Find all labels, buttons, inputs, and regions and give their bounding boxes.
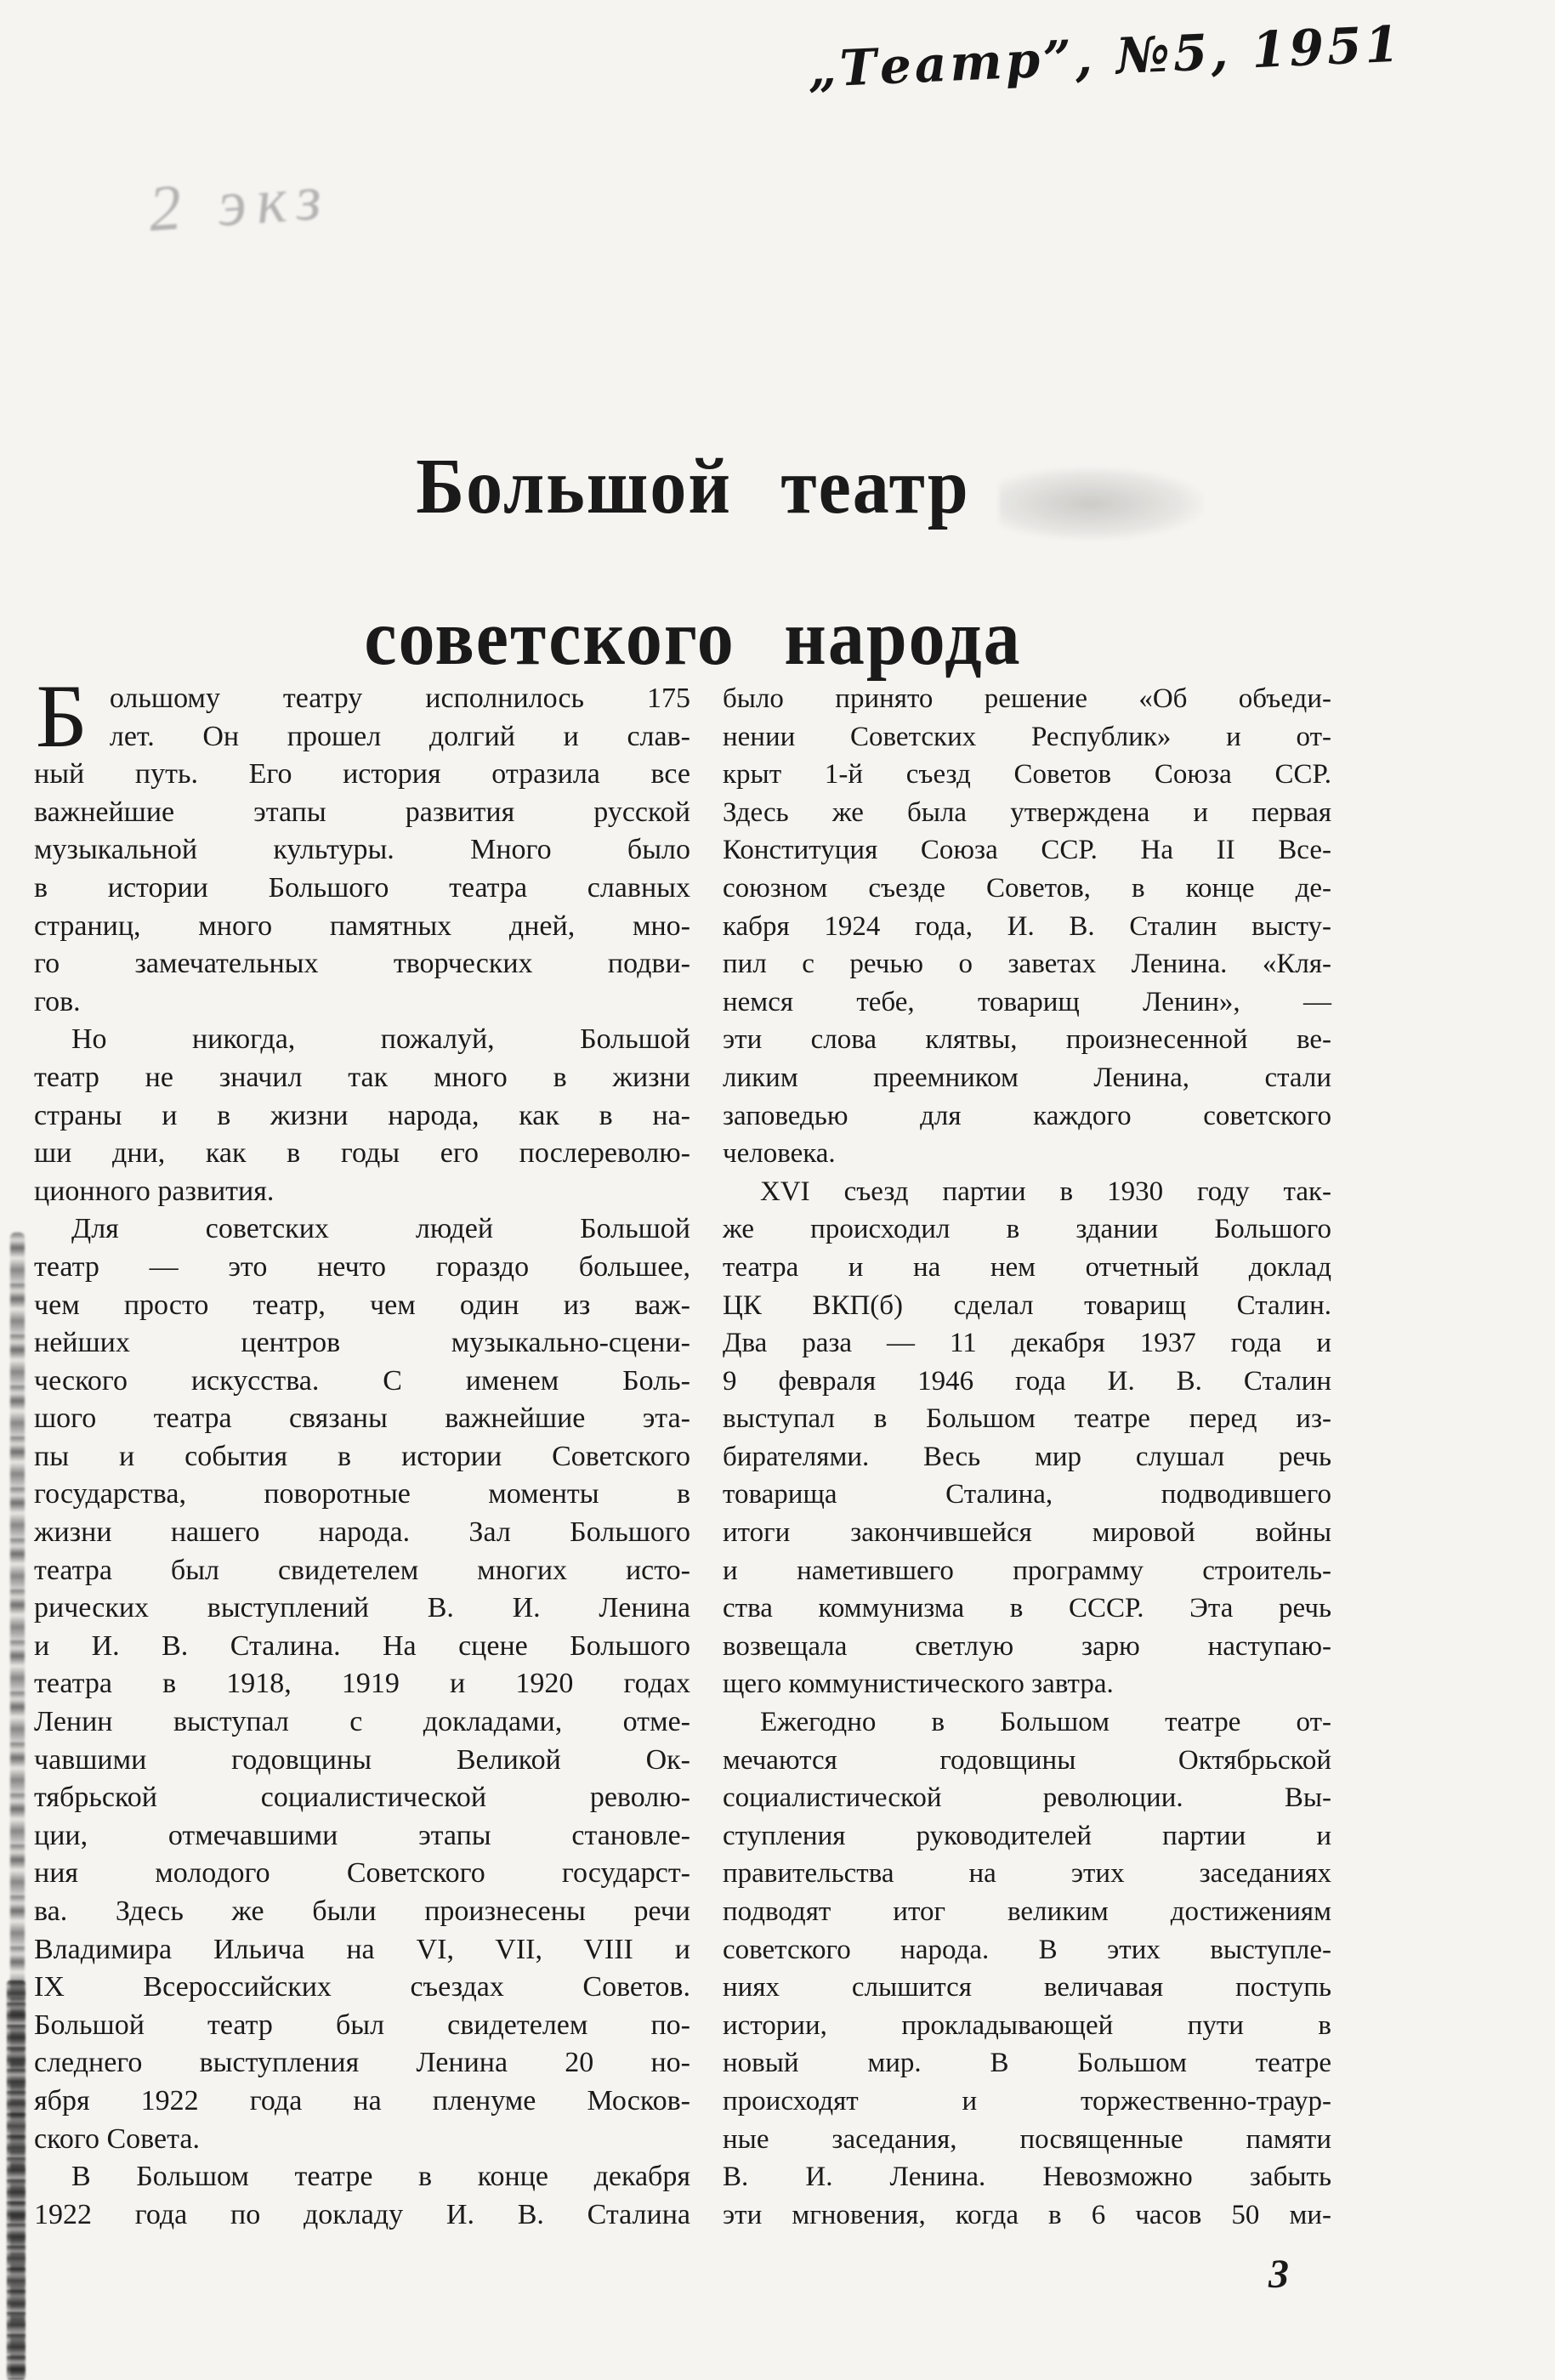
text-line: Конституция Союза ССР. На II Все-: [723, 835, 1331, 866]
text-line: эти мгновения, когда в 6 часов 50 ми-: [723, 2199, 1331, 2230]
text-line: нении Советских Республик» и от-: [723, 721, 1331, 752]
text-line: бирателями. Весь мир слушал речь: [723, 1441, 1331, 1472]
text-line: немся тебе, товарищ Ленин», —: [723, 986, 1331, 1017]
scan-edge-artifact-heavy: [7, 1980, 26, 2380]
text-line: пы и события в истории Советского: [34, 1440, 690, 1472]
text-line: чем просто театр, чем один из важ-: [34, 1289, 690, 1321]
text-line: ный путь. Его история отразила все: [34, 758, 690, 790]
article-title-line-2: советского народа: [364, 593, 1022, 682]
text-line: театра и на нем отчетный доклад: [723, 1251, 1331, 1283]
text-line: и И. В. Сталина. На сцене Большого: [34, 1629, 690, 1662]
text-line: ября 1922 года на пленуме Москов-: [34, 2084, 690, 2116]
paragraph: [34, 1210, 690, 2158]
text-line: эти слова клятвы, произнесенной ве-: [723, 1024, 1331, 1056]
article-title: [85, 442, 1301, 682]
text-line: театра в 1918, 1919 и 1920 годах: [34, 1668, 690, 1700]
text-line: следнего выступления Ленина 20 но-: [34, 2047, 690, 2079]
handwritten-note: „Театр”, №5, 1951: [806, 14, 1405, 99]
text-line: музыкальной культуры. Много было: [34, 834, 690, 866]
right-text-column: [723, 680, 1331, 2234]
text-line: Для советских людей Большой: [71, 1213, 690, 1245]
paragraph: [34, 1021, 690, 1210]
paragraph: [34, 2158, 690, 2234]
text-line: ства коммунизма в СССР. Эта речь: [723, 1593, 1331, 1624]
text-line: ные заседания, посвященные памяти: [723, 2123, 1331, 2155]
text-line: страниц, много памятных дней, мно-: [34, 910, 690, 942]
text-line: страны и в жизни народа, как в на-: [34, 1099, 690, 1131]
left-text-column: [34, 666, 690, 2234]
paragraph: [34, 666, 690, 1021]
text-line: новый мир. В Большом театре: [723, 2048, 1331, 2079]
text-line: лет. Он прошел долгий и слав-: [109, 720, 690, 752]
text-line: жизни нашего народа. Зал Большого: [34, 1516, 690, 1549]
text-line: Здесь же была утверждена и первая: [723, 796, 1331, 828]
text-line: В. И. Ленина. Невозможно забыть: [723, 2162, 1331, 2193]
text-line: истории, прокладывающей пути в: [723, 2009, 1331, 2041]
text-line: государства, поворотные моменты в: [34, 1478, 690, 1510]
text-line: происходят и торжественно-траур-: [723, 2085, 1331, 2116]
text-line: советского народа. В этих выступле-: [723, 1934, 1331, 1965]
text-line: ниях слышится величавая поступь: [723, 1972, 1331, 2003]
text-line: мечаются годовщины Октябрьской: [723, 1744, 1331, 1776]
text-line: чавшими годовщины Великой Ок-: [34, 1743, 690, 1776]
text-line: ликим преемником Ленина, стали: [723, 1062, 1331, 1093]
text-line: ва. Здесь же были произнесены речи: [34, 1896, 690, 1927]
text-line: В Большом театре в конце декабря: [71, 2161, 690, 2193]
text-line: пил с речью о заветах Ленина. «Кля-: [723, 949, 1331, 980]
text-line: 9 февраля 1946 года И. В. Сталин: [723, 1365, 1331, 1397]
text-line: социалистической революции. Вы-: [723, 1782, 1331, 1814]
text-line: ши дни, как в годы его послереволю-: [34, 1137, 690, 1170]
text-line: Ежегодно в Большом театре от-: [760, 1707, 1331, 1738]
paragraph: [723, 1703, 1331, 2234]
pencil-stamp: 2 экз: [146, 161, 334, 246]
text-line: Владимира Ильича на VI, VII, VIII и: [34, 1933, 690, 1965]
text-line: ния молодого Советского государст-: [34, 1857, 690, 1890]
text-line: ского Совета.: [34, 2122, 200, 2155]
paragraph: [723, 1173, 1331, 1703]
text-line: в истории Большого театра славных: [34, 871, 690, 904]
text-line: же происходил в здании Большого: [723, 1214, 1331, 1245]
text-line: товарища Сталина, подводившего: [723, 1479, 1331, 1510]
text-line: выступал в Большом театре перед из-: [723, 1403, 1331, 1435]
text-line: было принято решение «Об объеди-: [723, 683, 1331, 714]
text-line: XVI съезд партии в 1930 году так-: [760, 1176, 1331, 1207]
text-line: подводят итог великим достижениям: [723, 1896, 1331, 1927]
text-line: и наметившего программу строитель-: [723, 1555, 1331, 1586]
text-line: нейших центров музыкально-сцени-: [34, 1327, 690, 1359]
text-line: заповедью для каждого советского: [723, 1100, 1331, 1131]
paragraph: [723, 680, 1331, 1173]
text-line: ольшому театру исполнилось 175: [109, 683, 690, 714]
text-line: союзном съезде Советов, в конце де-: [723, 872, 1331, 904]
text-line: ционного развития.: [34, 1175, 275, 1207]
text-line: театр не значил так много в жизни: [34, 1061, 690, 1093]
text-line: го замечательных творческих подви-: [34, 948, 690, 980]
text-line: ции, отмечавшими этапы становле-: [34, 1819, 690, 1851]
text-line: ЦК ВКП(б) сделал товарищ Сталин.: [723, 1289, 1331, 1321]
text-line: IX Всероссийских съездах Советов.: [34, 1971, 690, 2003]
text-line: кабря 1924 года, И. В. Сталин высту-: [723, 910, 1331, 942]
text-line: гов.: [34, 985, 81, 1017]
text-line: театр — это нечто гораздо большее,: [34, 1250, 690, 1283]
text-line: Большой театр был свидетелем по-: [34, 2009, 690, 2041]
text-line: рических выступлений В. И. Ленина: [34, 1592, 690, 1624]
text-line: крыт 1-й съезд Советов Союза ССР.: [723, 759, 1331, 790]
text-line: Ленин выступал с докладами, отме-: [34, 1706, 690, 1738]
page-number: 3: [1268, 2252, 1289, 2297]
text-line: 1922 года по докладу И. В. Сталина: [34, 2198, 690, 2230]
text-line: Два раза — 11 декабря 1937 года и: [723, 1328, 1331, 1359]
text-line: итоги закончившейся мировой войны: [723, 1517, 1331, 1549]
text-line: ступления руководителей партии и: [723, 1820, 1331, 1851]
text-line: человека.: [723, 1138, 836, 1170]
drop-cap-letter: Б: [36, 666, 88, 766]
text-line: театра был свидетелем многих исто-: [34, 1554, 690, 1586]
ink-smudge-artifact: [999, 468, 1203, 540]
text-line: возвещала светлую зарю наступаю-: [723, 1630, 1331, 1662]
text-line: Но никогда, пожалуй, Большой: [71, 1023, 690, 1056]
text-line: правительства на этих заседаниях: [723, 1858, 1331, 1890]
text-line: важнейшие этапы развития русской: [34, 796, 690, 828]
text-line: тябрьской социалистической револю-: [34, 1782, 690, 1814]
text-line: щего коммунистического завтра.: [723, 1669, 1114, 1700]
text-line: ческого искусства. С именем Боль-: [34, 1364, 690, 1397]
text-line: шого театра связаны важнейшие эта-: [34, 1402, 690, 1435]
article-title-line-1: Большой театр: [416, 442, 970, 530]
